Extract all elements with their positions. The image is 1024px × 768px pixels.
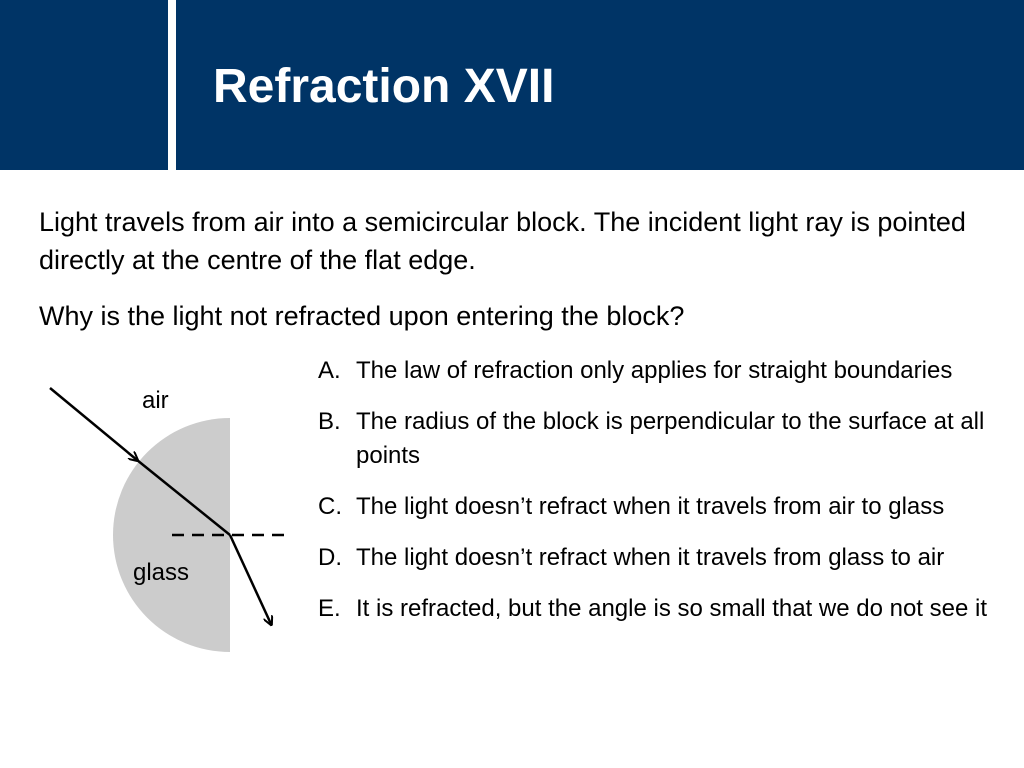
refracted-ray-arrow [230, 535, 271, 624]
option-letter: C. [318, 493, 342, 520]
refraction-diagram [30, 370, 300, 670]
intro-text: Light travels from air into a semicircular block. The incident light ray is pointed directly at the centre of the flat edge. [39, 207, 966, 275]
incident-ray-arrow [50, 388, 137, 460]
page-title: Refraction XVII [213, 60, 555, 113]
option-letter: D. [318, 544, 342, 571]
option-text: It is refracted, but the angle is so small that we do not see it [356, 595, 987, 622]
title-banner [0, 0, 1024, 170]
option-e[interactable] [318, 592, 998, 626]
option-text: The law of refraction only applies for straight boundaries [356, 357, 953, 384]
option-d[interactable] [318, 541, 998, 575]
option-text: The radius of the block is perpendicular to the surface at all points [356, 408, 985, 469]
glass-label: glass [133, 559, 190, 586]
answer-options [318, 354, 998, 643]
option-letter: E. [318, 595, 341, 622]
header-divider [168, 0, 176, 170]
option-a[interactable] [318, 354, 998, 388]
question-text: Why is the light not refracted upon entering the block? [39, 301, 685, 331]
air-label: air [142, 387, 169, 414]
option-c[interactable] [318, 490, 998, 524]
option-letter: B. [318, 408, 341, 435]
option-b[interactable] [318, 405, 998, 473]
option-letter: A. [318, 357, 341, 384]
option-text: The light doesn’t refract when it travels from glass to air [356, 544, 945, 571]
option-text: The light doesn’t refract when it travels from air to glass [356, 493, 945, 520]
